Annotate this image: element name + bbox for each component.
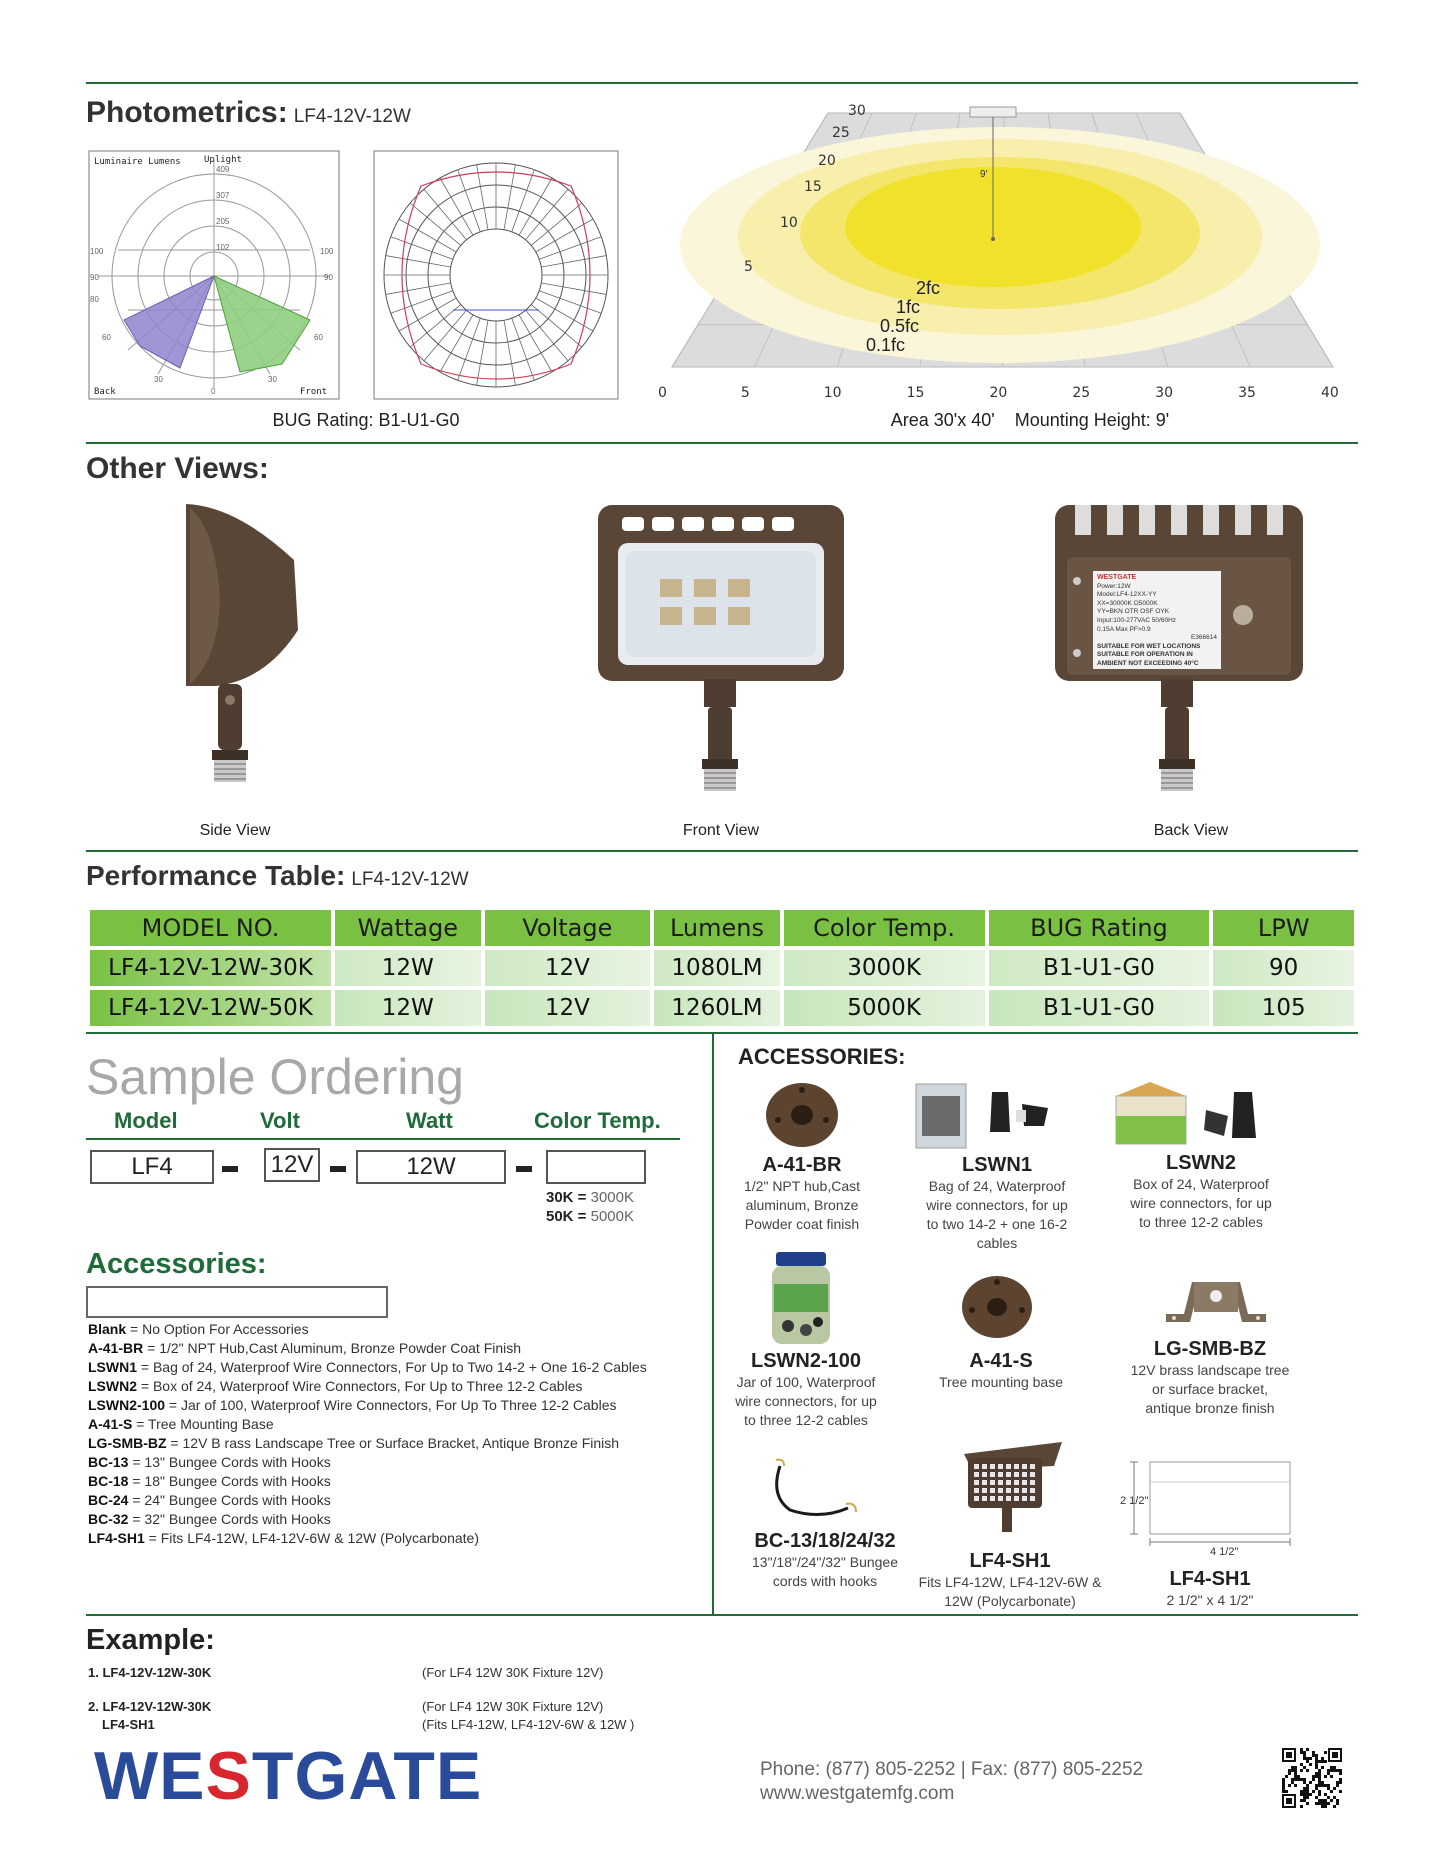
- accessory-option-desc: = 32" Bungee Cords with Hooks: [128, 1511, 331, 1527]
- divider: [86, 850, 1358, 852]
- accessory-option-desc: = 24" Bungee Cords with Hooks: [128, 1492, 331, 1508]
- contour-label: 0.5fc: [880, 316, 920, 336]
- logo-text: S: [205, 1738, 252, 1814]
- accessory-desc: Box of 24, Waterproof: [1133, 1176, 1269, 1192]
- accessory-lf4-sh1: [905, 1550, 1115, 1611]
- table-cell: 5000K: [784, 990, 985, 1026]
- performance-table: [86, 906, 1358, 1030]
- accessory-desc: 1/2" NPT hub,Cast: [744, 1178, 860, 1194]
- polar-angle-label: 30: [154, 375, 163, 384]
- table-row: [90, 950, 1354, 986]
- polar-angle-label: 30: [268, 375, 277, 384]
- accessory-code: BC-24: [88, 1492, 129, 1508]
- accessory-name: A-41-BR: [762, 1154, 842, 1176]
- label-line: 0.15A Max PF>0.9: [1097, 625, 1151, 633]
- y-tick-label: 10: [780, 215, 798, 231]
- accessory-desc: Fits LF4-12W, LF4-12V-6W &: [918, 1574, 1102, 1590]
- accessory-lswn1: [902, 1154, 1092, 1253]
- table-cell: 90: [1213, 950, 1354, 986]
- y-tick-label: 5: [744, 259, 753, 275]
- sample-ordering-title: Sample Ordering: [86, 1049, 464, 1105]
- accessory-desc: or surface bracket,: [1152, 1381, 1268, 1397]
- polar-luminaire-label: Luminaire Lumens: [94, 157, 181, 167]
- separator-dash: [516, 1166, 532, 1172]
- option-code: 50K =: [546, 1208, 587, 1225]
- accessory-code: A-41-BR: [88, 1340, 144, 1356]
- accessory-code: BC-18: [88, 1473, 129, 1489]
- vertical-divider: [712, 1034, 714, 1614]
- watt-label: Watt: [406, 1108, 453, 1133]
- option-value: 5000K: [590, 1208, 634, 1225]
- accessory-option: [88, 1415, 647, 1434]
- accessory-option-desc: = 18" Bungee Cords with Hooks: [128, 1473, 331, 1489]
- accessory-code: LF4-SH1: [88, 1530, 145, 1546]
- accessory-name: A-41-S: [969, 1350, 1033, 1372]
- top-divider: [86, 82, 1358, 84]
- polar-angle-label: 100: [90, 247, 104, 256]
- dimension-width: 4 1/2": [1210, 1546, 1239, 1558]
- x-tick-label: 5: [740, 385, 750, 401]
- accessory-name: LSWN1: [962, 1154, 1032, 1176]
- accessory-name: LG-SMB-BZ: [1153, 1338, 1267, 1360]
- table-cell: 12W: [335, 990, 481, 1026]
- accessory-option: [88, 1358, 647, 1377]
- back-view-image: [1053, 503, 1305, 803]
- accessory-option: [88, 1320, 647, 1339]
- label-line: YY=BKN OTR OSF OYK: [1097, 608, 1170, 616]
- x-tick-label: 0: [658, 385, 667, 401]
- accessory-desc: wire connectors, for up: [926, 1197, 1068, 1213]
- x-tick-label: 35: [1238, 385, 1256, 401]
- label-line: SUITABLE FOR OPERATION IN: [1097, 651, 1193, 659]
- example-notes: [422, 1664, 634, 1734]
- polar-angle-label: 80: [90, 295, 99, 304]
- accessory-desc: 13"/18"/24"/32" Bungee: [752, 1554, 898, 1570]
- accessory-code: LSWN2: [88, 1378, 137, 1394]
- example-note: (For LF4 12W 30K Fixture 12V): [422, 1699, 604, 1714]
- polar-back-label: Back: [94, 387, 116, 397]
- color-temp-field[interactable]: [546, 1150, 646, 1184]
- polar-angle-label: 90: [324, 273, 333, 282]
- polar-lumens-chart: [88, 150, 340, 400]
- table-cell: 12V: [485, 950, 651, 986]
- contour-label: 0.1fc: [866, 335, 906, 355]
- accessory-lg-smb-bz: [1110, 1338, 1310, 1418]
- accessory-code: LG-SMB-BZ: [88, 1435, 167, 1451]
- accessory-code: BC-32: [88, 1511, 129, 1527]
- divider: [86, 1614, 1358, 1616]
- accessory-code: Blank: [88, 1321, 127, 1337]
- table-cell: LF4-12V-12W-30K: [90, 950, 331, 986]
- area-caption: Area 30'x 40' Mounting Height: 9': [890, 410, 1170, 430]
- accessory-a41s: [906, 1350, 1096, 1392]
- example-line: LF4-SH1: [102, 1717, 155, 1732]
- accessory-code: A-41-S: [88, 1416, 133, 1432]
- accessory-bungee: [730, 1530, 920, 1591]
- accessory-desc: Jar of 100, Waterproof: [736, 1374, 876, 1390]
- option-value: 3000K: [590, 1189, 634, 1206]
- dimension-height: 2 1/2": [1120, 1495, 1149, 1507]
- westgate-logo[interactable]: [94, 1740, 482, 1812]
- accessory-desc: 2 1/2" x 4 1/2": [1166, 1592, 1254, 1608]
- logo-text: TGATE: [251, 1738, 483, 1814]
- example-line: 2. LF4-12V-12W-30K: [88, 1699, 212, 1714]
- table-cell: 1080LM: [654, 950, 780, 986]
- x-tick-label: 25: [1072, 385, 1091, 401]
- polar-candela-chart: [373, 150, 619, 400]
- accessory-option: [88, 1510, 647, 1529]
- model-field[interactable]: LF4: [90, 1150, 214, 1184]
- polar-front-label: Front: [300, 387, 328, 397]
- divider: [86, 442, 1358, 444]
- bug-rating-caption: BUG Rating: B1-U1-G0: [272, 410, 460, 430]
- accessory-name: LF4-SH1: [1169, 1568, 1251, 1590]
- accessory-option-desc: = 1/2" NPT Hub,Cast Aluminum, Bronze Powder Coat Finish: [143, 1340, 522, 1356]
- polar-ring-label: 409: [216, 165, 230, 174]
- accessory-desc: 12V brass landscape tree: [1130, 1362, 1290, 1378]
- accessory-desc: Tree mounting base: [939, 1374, 1063, 1390]
- accessory-desc: Bag of 24, Waterproof: [928, 1178, 1066, 1194]
- height-label: 9': [980, 169, 988, 180]
- contact-info: [760, 1758, 1143, 1806]
- accessory-desc: wire connectors, for up: [1130, 1195, 1272, 1211]
- accessory-desc: 12W (Polycarbonate): [944, 1593, 1076, 1609]
- x-tick-label: 40: [1321, 385, 1339, 401]
- label-brand: WESTGATE: [1097, 574, 1137, 581]
- accessories-grid-heading: ACCESSORIES:: [738, 1044, 906, 1069]
- accessory-desc: to three 12-2 cables: [1139, 1214, 1263, 1230]
- accessory-lswn2-100: [716, 1350, 896, 1430]
- divider: [86, 1032, 1358, 1034]
- shield-dimension-drawing: [1120, 1452, 1310, 1562]
- example-line: 1. LF4-12V-12W-30K: [88, 1665, 212, 1680]
- polar-angle-label: 0: [211, 387, 216, 396]
- accessories-heading: Accessories:: [86, 1248, 267, 1280]
- accessory-option: [88, 1472, 647, 1491]
- accessory-option-desc: = 13" Bungee Cords with Hooks: [128, 1454, 331, 1470]
- volt-label: Volt: [260, 1108, 300, 1133]
- side-view-caption: Side View: [199, 822, 271, 839]
- label-line: AMBIENT NOT EXCEEDING 40°C: [1097, 659, 1199, 667]
- table-header-row: [90, 910, 1354, 946]
- table-row: [90, 990, 1354, 1026]
- table-cell: 105: [1213, 990, 1354, 1026]
- accessory-option-desc: = 12V B rass Landscape Tree or Surface Bracket, Antique Bronze Finish: [166, 1435, 620, 1451]
- accessory-option: [88, 1453, 647, 1472]
- polar-angle-label: 90: [90, 273, 99, 282]
- label-line: Input:100-277VAC 50/60Hz: [1097, 616, 1177, 624]
- table-cell: 1260LM: [654, 990, 780, 1026]
- y-tick-label: 15: [804, 179, 822, 195]
- front-view-image: [596, 503, 846, 803]
- accessory-code: LSWN2-100: [88, 1397, 166, 1413]
- volt-field[interactable]: 12V: [264, 1148, 320, 1182]
- accessory-option: [88, 1396, 647, 1415]
- isofootcandle-plot: [650, 95, 1360, 405]
- logo-text: WE: [94, 1738, 206, 1814]
- x-tick-label: 30: [1155, 385, 1174, 401]
- example-note: (For LF4 12W 30K Fixture 12V): [422, 1665, 604, 1680]
- polar-uplight-label: Uplight: [204, 155, 242, 165]
- jar-image: [766, 1250, 836, 1346]
- hub-image: [762, 1080, 842, 1150]
- polar-ring-label: 307: [216, 191, 230, 200]
- example-lines: [88, 1664, 211, 1734]
- polar-angle-label: 60: [102, 333, 111, 342]
- accessory-lswn2: [1106, 1152, 1296, 1232]
- accessory-desc: wire connectors, for up: [735, 1393, 877, 1409]
- contour-label: 2fc: [916, 278, 941, 298]
- polar-angle-label: 60: [314, 333, 323, 342]
- accessory-a41br: [712, 1154, 892, 1234]
- accessory-name: LSWN2: [1166, 1152, 1236, 1174]
- accessory-name: LSWN2-100: [750, 1350, 862, 1372]
- phone-fax: Phone: (877) 805-2252 | Fax: (877) 805-2252: [760, 1759, 1144, 1780]
- column-header: Lumens: [654, 910, 780, 946]
- accessory-lf4-sh1-dims: [1120, 1568, 1300, 1610]
- column-header: LPW: [1213, 910, 1354, 946]
- y-tick-label: 30: [848, 103, 866, 119]
- table-cell: B1-U1-G0: [989, 950, 1210, 986]
- table-cell: 3000K: [784, 950, 985, 986]
- table-cell: B1-U1-G0: [989, 990, 1210, 1026]
- label-line: Power:12W: [1097, 582, 1131, 590]
- color-temp-options: [546, 1188, 634, 1226]
- accessory-option-desc: = No Option For Accessories: [126, 1321, 309, 1337]
- accessory-desc: Powder coat finish: [744, 1216, 860, 1232]
- label-line: Model:LF4-12XX-YY: [1097, 591, 1157, 599]
- product-label: [1093, 571, 1221, 669]
- bungee-cord-image: [770, 1456, 860, 1522]
- separator-dash: [330, 1166, 346, 1172]
- label-line: XX=30000K O5000K: [1097, 599, 1158, 607]
- bracket-image: [1164, 1276, 1268, 1326]
- accessory-option: [88, 1434, 647, 1453]
- shield-fixture-image: [958, 1440, 1068, 1536]
- polar-angle-label: 100: [320, 247, 334, 256]
- accessory-desc: to two 14-2 + one 16-2: [926, 1216, 1068, 1232]
- accessory-option-desc: = Fits LF4-12W, LF4-12V-6W & 12W (Polycarbonate): [144, 1530, 479, 1546]
- qr-code-icon[interactable]: [1280, 1746, 1344, 1810]
- side-view-image: [176, 500, 326, 805]
- x-tick-label: 15: [906, 385, 925, 401]
- accessory-option-desc: = Box of 24, Waterproof Wire Connectors, For Up to Three 12-2 Cables: [137, 1378, 583, 1394]
- column-header: MODEL NO.: [90, 910, 331, 946]
- polar-ring-label: 205: [216, 217, 230, 226]
- label-line: SUITABLE FOR WET LOCATIONS: [1097, 642, 1201, 650]
- accessory-name: BC-13/18/24/32: [754, 1530, 896, 1552]
- contour-label: 1fc: [896, 297, 921, 317]
- accessory-desc: aluminum, Bronze: [745, 1197, 859, 1213]
- column-header: BUG Rating: [989, 910, 1210, 946]
- accessory-name: LF4-SH1: [969, 1550, 1051, 1572]
- accessories-field[interactable]: [86, 1286, 388, 1318]
- lswn2-image: [1110, 1080, 1270, 1150]
- label-line: E366614: [1190, 634, 1217, 642]
- y-tick-label: 25: [832, 125, 850, 141]
- front-view-caption: Front View: [682, 822, 760, 839]
- ordering-underline: [86, 1138, 680, 1140]
- accessory-code: LSWN1: [88, 1359, 137, 1375]
- accessory-option-desc: = Bag of 24, Waterproof Wire Connectors, For Up to Two 14-2 + One 16-2 Cables: [137, 1359, 647, 1375]
- back-view-caption: Back View: [1153, 822, 1229, 839]
- table-cell: LF4-12V-12W-50K: [90, 990, 331, 1026]
- color-temp-label: Color Temp.: [534, 1108, 661, 1133]
- accessory-desc: to three 12-2 cables: [744, 1412, 868, 1428]
- accessory-option: [88, 1529, 647, 1548]
- y-tick-label: 20: [818, 153, 836, 169]
- separator-dash: [222, 1166, 238, 1172]
- table-cell: 12W: [335, 950, 481, 986]
- polar-ring-label: 102: [216, 243, 230, 252]
- accessory-desc: antique bronze finish: [1145, 1400, 1275, 1416]
- example-note: (Fits LF4-12W, LF4-12V-6W & 12W ): [422, 1717, 635, 1732]
- table-cell: 12V: [485, 990, 651, 1026]
- lswn1-image: [912, 1082, 1052, 1152]
- accessory-option: [88, 1491, 647, 1510]
- column-header: Color Temp.: [784, 910, 985, 946]
- performance-heading: Performance Table: LF4-12V-12W: [86, 860, 469, 891]
- watt-field[interactable]: 12W: [356, 1150, 506, 1184]
- photometrics-heading: Photometrics: LF4-12V-12W: [86, 96, 411, 129]
- x-tick-label: 20: [989, 385, 1008, 401]
- column-header: Wattage: [335, 910, 481, 946]
- accessory-option-desc: = Jar of 100, Waterproof Wire Connectors, For Up To Three 12-2 Cables: [165, 1397, 617, 1413]
- column-header: Voltage: [485, 910, 651, 946]
- accessory-desc: cables: [976, 1235, 1018, 1251]
- accessories-option-list: [88, 1320, 647, 1548]
- model-label: Model: [114, 1108, 178, 1133]
- accessory-code: BC-13: [88, 1454, 129, 1470]
- example-heading: Example:: [86, 1624, 215, 1656]
- accessory-option-desc: = Tree Mounting Base: [132, 1416, 274, 1432]
- website-link[interactable]: www.westgatemfg.com: [760, 1783, 955, 1804]
- other-views-heading: Other Views:: [86, 452, 269, 485]
- accessory-option: [88, 1377, 647, 1396]
- option-code: 30K =: [546, 1189, 587, 1206]
- tree-base-image: [960, 1274, 1034, 1340]
- accessory-option: [88, 1339, 647, 1358]
- x-tick-label: 10: [823, 385, 842, 401]
- accessory-desc: cords with hooks: [772, 1573, 878, 1589]
